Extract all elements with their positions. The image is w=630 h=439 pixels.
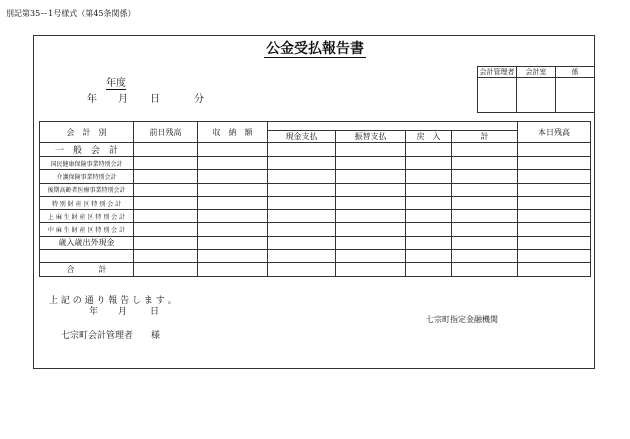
table-row [40, 183, 591, 196]
total-row [40, 263, 591, 276]
footer-year-label: 年 [89, 307, 99, 317]
month-label: 月 [118, 94, 128, 105]
account-label [40, 250, 134, 263]
table-row [40, 236, 591, 249]
day-label: 日 [150, 94, 160, 105]
header-subtotal: 計 [452, 131, 518, 143]
table-row [40, 196, 591, 209]
header-transfer-payment: 振替支払 [336, 131, 406, 143]
recipient-label: 七宗町会計管理者 様 [61, 331, 161, 341]
approval-stamp-table [477, 66, 595, 113]
account-label: 上 麻 生 財 産 区 特 別 会 計 [40, 210, 134, 223]
account-label: 中 麻 生 財 産 区 特 別 会 計 [40, 223, 134, 236]
receipts-payments-table [39, 121, 591, 277]
stamp-box-treasurer[interactable] [478, 78, 517, 113]
header-prev-balance: 前日残高 [134, 122, 198, 143]
footer-month-label: 月 [118, 307, 128, 317]
table-row [40, 170, 591, 183]
table-row [40, 250, 591, 263]
account-label: 歳入歳出外現金 [40, 236, 134, 249]
stamp-box-section[interactable] [556, 78, 595, 113]
account-label: 後期高齢者医療事業特別会計 [40, 183, 134, 196]
stamp-header-treasurer: 会計管理者 [479, 68, 515, 76]
header-receipts: 収 納 額 [198, 122, 268, 143]
header-account: 会 計 別 [40, 122, 134, 143]
report-statement: 上 記 の 通 り 報 告 し ま す 。 [49, 296, 177, 306]
table-row [40, 143, 591, 157]
header-cash-payment: 現金支払 [268, 131, 336, 143]
stamp-header-office: 会計室 [517, 67, 556, 78]
total-label: 合 計 [40, 263, 134, 276]
form-number-label: 別記第35ー1号様式（第45条関係） [6, 9, 136, 18]
header-today-balance: 本日残高 [518, 122, 591, 143]
page-title: 公金受払報告書 [266, 41, 364, 57]
fiscal-year-label: 年度 [106, 74, 126, 90]
year-label: 年 [87, 94, 97, 105]
account-label: 特 別 財 産 区 特 別 会 計 [40, 196, 134, 209]
table-row [40, 157, 591, 170]
account-label: 国民健康保険事業特別会計 [40, 157, 134, 170]
account-label: 介護保険事業特別会計 [40, 170, 134, 183]
table-row [40, 223, 591, 236]
header-payments-group [268, 122, 518, 131]
stamp-box-office[interactable] [517, 78, 556, 113]
header-refund: 戻 入 [406, 131, 452, 143]
stamp-header-section: 係 [556, 67, 595, 78]
footer-day-label: 日 [150, 307, 160, 317]
account-label: 一 般 会 計 [40, 143, 134, 157]
institution-label: 七宗町指定金融機関 [426, 315, 498, 324]
table-row [40, 210, 591, 223]
portion-label: 分 [194, 94, 204, 105]
